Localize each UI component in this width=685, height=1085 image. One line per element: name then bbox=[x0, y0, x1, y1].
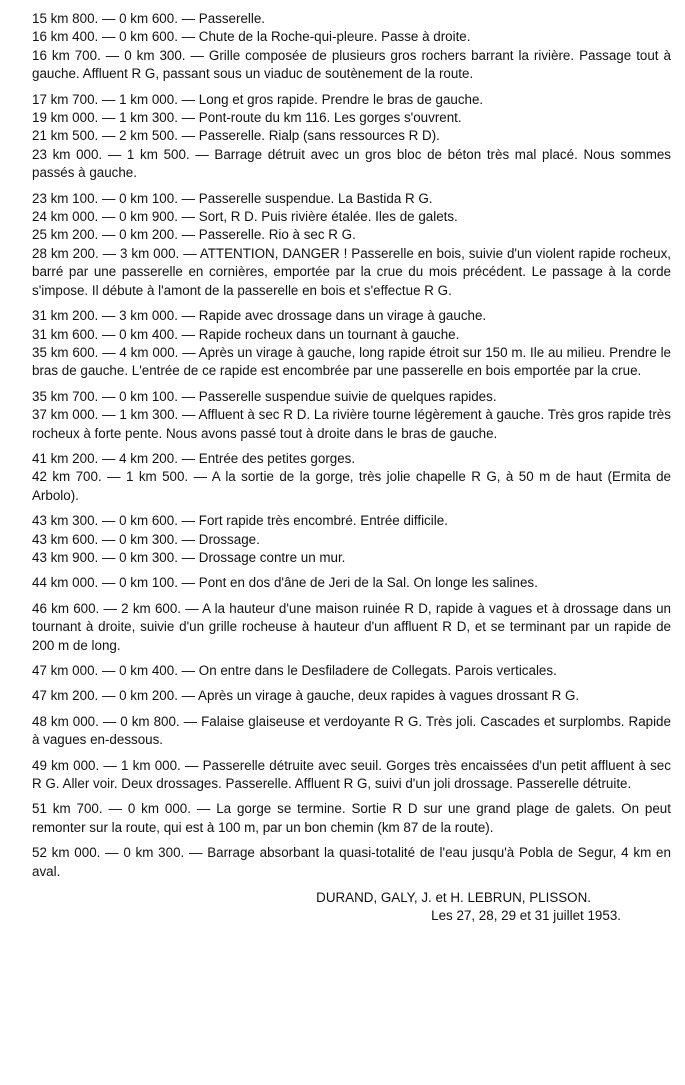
entry-km: 28 km 200. bbox=[32, 245, 99, 261]
entry-distance: 0 km 300. bbox=[123, 845, 185, 861]
entry-distance: 0 km 400. bbox=[119, 663, 178, 678]
entry-distance: 1 km 000. bbox=[119, 91, 178, 107]
itinerary-entry bbox=[32, 687, 671, 705]
itinerary-entry bbox=[32, 208, 671, 226]
entry-text: Falaise glaiseuse et verdoyante R G. Très joli. Cascades et surplombs. Rapide à vagues en-dessous. bbox=[32, 713, 671, 748]
entry-distance: 0 km 600. bbox=[119, 513, 178, 529]
entry-text: Affluent à sec R D. La rivière tourne légèrement à gauche. Très gros rapide très rocheux à forte pente. Nous avons passé tout à droite dans le bras de gauche. bbox=[32, 407, 671, 441]
entry-dash: — bbox=[189, 845, 203, 861]
entry-km: 49 km 000. bbox=[32, 757, 100, 773]
itinerary-entry bbox=[32, 91, 671, 109]
entry-text: Pont-route du km 116. Les gorges s'ouvrent. bbox=[198, 110, 462, 126]
entry-km: 47 km 000. bbox=[32, 663, 99, 678]
entry-distance: 0 km 300. bbox=[119, 549, 178, 565]
entry-dash: — bbox=[193, 469, 207, 485]
entry-km: 35 km 700. bbox=[32, 388, 99, 404]
entry-km: 25 km 200. bbox=[32, 227, 99, 243]
itinerary-entry bbox=[32, 713, 671, 750]
entry-distance: 3 km 000. bbox=[120, 245, 180, 261]
entry-distance: 2 km 500. bbox=[119, 128, 178, 144]
entry-km: 31 km 200. bbox=[32, 308, 99, 324]
entry-distance: 0 km 100. bbox=[119, 388, 178, 404]
entry-dash: — bbox=[181, 450, 196, 466]
entry-dash: — bbox=[181, 531, 196, 547]
entry-distance: 0 km 400. bbox=[119, 326, 178, 342]
entry-km: 31 km 600. bbox=[32, 326, 99, 342]
entry-distance: 1 km 500. bbox=[126, 146, 190, 162]
itinerary-entry bbox=[32, 10, 671, 28]
entry-dash: — bbox=[181, 209, 196, 225]
itinerary-entry bbox=[32, 531, 671, 549]
entry-dash: — bbox=[105, 845, 119, 861]
entry-dash: — bbox=[181, 91, 196, 107]
entry-dash: — bbox=[108, 801, 122, 817]
entry-dash: — bbox=[190, 47, 204, 63]
entry-dash: — bbox=[181, 513, 196, 529]
entry-text: Grille composée de plusieurs gros rochers barrant la rivière. Passage tout à gauche. Affluent R G, passant sous un viaduc de soutènement de la route. bbox=[32, 47, 671, 82]
entry-km: 47 km 200. bbox=[32, 688, 99, 704]
entry-dash: — bbox=[102, 407, 116, 423]
date-line: Les 27, 28, 29 et 31 juillet 1953. bbox=[431, 908, 621, 924]
entry-dash: — bbox=[182, 407, 196, 423]
entry-km: 46 km 600. bbox=[32, 600, 100, 616]
entry-distance: 1 km 500. bbox=[125, 469, 189, 485]
entry-dash: — bbox=[101, 110, 116, 126]
entry-dash: — bbox=[195, 146, 209, 162]
entry-dash: — bbox=[181, 128, 196, 144]
itinerary-entry bbox=[32, 226, 671, 244]
entry-dash: — bbox=[102, 344, 116, 360]
entry-dash: — bbox=[103, 600, 117, 616]
entry-dash: — bbox=[107, 469, 121, 485]
signature-block bbox=[32, 889, 671, 926]
entry-km: 37 km 000. bbox=[32, 407, 99, 423]
entry-dash: — bbox=[181, 388, 196, 404]
itinerary-entry bbox=[32, 127, 671, 145]
itinerary-entry bbox=[32, 757, 671, 794]
entry-dash: — bbox=[101, 688, 116, 704]
entry-dash: — bbox=[101, 128, 116, 144]
entry-km: 16 km 400. bbox=[32, 29, 99, 45]
entry-km: 41 km 200. bbox=[32, 450, 99, 466]
entry-dash: — bbox=[101, 326, 116, 342]
entry-distance: 0 km 800. bbox=[120, 713, 180, 729]
entry-text: ATTENTION, DANGER ! Passerelle en bois, suivie d'un violent rapide rocheux, barré par une passerelle en cornières, emportée par la crue du mois précédent. Le passage à la corde s'impose. Il débute à l'amont de la passerelle en bois et s'effectue R G. bbox=[32, 245, 671, 298]
entry-text: Long et gros rapide. Prendre le bras de gauche. bbox=[198, 91, 484, 107]
entry-dash: — bbox=[101, 531, 116, 547]
entry-km: 52 km 000. bbox=[32, 845, 101, 861]
entry-text: Chute de la Roche-qui-pleure. Passe à droite. bbox=[198, 29, 471, 45]
entry-km: 23 km 000. bbox=[32, 146, 103, 162]
entry-dash: — bbox=[183, 713, 198, 729]
itinerary-entry bbox=[32, 549, 671, 567]
entry-distance: 4 km 000. bbox=[119, 344, 179, 360]
entry-dash: — bbox=[103, 757, 117, 773]
entry-distance: 1 km 000. bbox=[121, 757, 181, 773]
entry-km: 43 km 600. bbox=[32, 531, 99, 547]
entry-dash: — bbox=[181, 11, 196, 26]
entry-distance: 0 km 900. bbox=[119, 209, 178, 225]
entry-dash: — bbox=[101, 575, 116, 591]
itinerary-entry bbox=[32, 326, 671, 344]
entry-dash: — bbox=[181, 326, 196, 342]
itinerary-entry bbox=[32, 388, 671, 406]
entry-text: Passerelle détruite avec seuil. Gorges très encaissées d'un petit affluent à sec R G. Aller voir. Deux drossages. Passerelle. Affluent R G, suivi d'un joli drossage. Passerelle détruite. bbox=[32, 757, 671, 792]
entry-km: 19 km 000. bbox=[32, 110, 99, 126]
entry-distance: 0 km 100. bbox=[119, 190, 178, 206]
entry-km: 24 km 000. bbox=[32, 209, 99, 225]
entry-text: Passerelle suspendue suivie de quelques rapides. bbox=[198, 388, 497, 404]
entry-dash: — bbox=[101, 11, 116, 26]
entry-dash: — bbox=[101, 190, 116, 206]
entry-text: Après un virage à gauche, deux rapides à vagues drossant R G. bbox=[198, 688, 580, 704]
entry-dash: — bbox=[183, 245, 197, 261]
entry-km: 16 km 700. bbox=[32, 47, 101, 63]
entry-text: Rapide avec drossage dans un virage à gauche. bbox=[198, 308, 487, 324]
entry-distance: 0 km 200. bbox=[119, 227, 178, 243]
itinerary-list bbox=[32, 10, 671, 881]
itinerary-entry bbox=[32, 844, 671, 881]
entry-text: Pont en dos d'âne de Jeri de la Sal. On longe les salines. bbox=[198, 575, 538, 591]
entry-distance: 1 km 300. bbox=[119, 110, 178, 126]
entry-dash: — bbox=[101, 450, 116, 466]
entry-dash: — bbox=[181, 227, 196, 243]
entry-dash: — bbox=[107, 146, 122, 162]
entry-dash: — bbox=[101, 29, 116, 45]
entry-text: Passerelle. Rialp (sans ressources R D). bbox=[198, 128, 440, 144]
entry-text: On entre dans le Desfiladere de Collegats. Parois verticales. bbox=[198, 663, 557, 678]
entry-distance: 0 km 300. bbox=[124, 47, 186, 63]
itinerary-entry bbox=[32, 512, 671, 530]
itinerary-entry bbox=[32, 450, 671, 468]
entry-text: Fort rapide très encombré. Entrée difficile. bbox=[198, 513, 448, 529]
entry-dash: — bbox=[101, 549, 116, 565]
entry-text: Barrage détruit avec un gros bloc de béton très mal placé. Nous sommes passés à gauche. bbox=[32, 146, 671, 181]
entry-dash: — bbox=[196, 801, 211, 817]
itinerary-entry bbox=[32, 245, 671, 300]
itinerary-entry bbox=[32, 344, 671, 381]
entry-dash: — bbox=[105, 47, 120, 63]
entry-distance: 0 km 100. bbox=[119, 575, 178, 591]
entry-km: 42 km 700. bbox=[32, 469, 102, 485]
entry-dash: — bbox=[181, 190, 196, 206]
entry-km: 43 km 300. bbox=[32, 513, 99, 529]
entry-km: 17 km 700. bbox=[32, 91, 99, 107]
entry-dash: — bbox=[101, 209, 116, 225]
entry-text: Rapide rocheux dans un tournant à gauche. bbox=[198, 326, 460, 342]
entry-text: Après un virage à gauche, long rapide étroit sur 150 m. Ile au milieu. Prendre le bras de gauche. L'entrée de ce rapide est encombrée par une passerelle en bois emportée par la crue. bbox=[32, 344, 671, 379]
entry-dash: — bbox=[101, 388, 116, 404]
entry-dash: — bbox=[181, 663, 196, 678]
entry-dash: — bbox=[184, 757, 199, 773]
entry-text: Entrée des petites gorges. bbox=[198, 450, 356, 466]
entry-dash: — bbox=[181, 110, 196, 126]
entry-dash: — bbox=[102, 245, 117, 261]
entry-dash: — bbox=[181, 575, 196, 591]
entry-dash: — bbox=[181, 688, 196, 704]
itinerary-entry bbox=[32, 146, 671, 183]
entry-dash: — bbox=[101, 513, 116, 529]
itinerary-entry bbox=[32, 468, 671, 505]
entry-km: 23 km 100. bbox=[32, 190, 99, 206]
itinerary-entry bbox=[32, 307, 671, 325]
entry-text: Drossage. bbox=[198, 531, 260, 547]
entry-distance: 2 km 600. bbox=[121, 600, 182, 616]
entry-km: 15 km 800. bbox=[32, 11, 99, 26]
entry-dash: — bbox=[181, 308, 196, 324]
entry-dash: — bbox=[181, 549, 196, 565]
entry-km: 35 km 600. bbox=[32, 344, 99, 360]
entry-distance: 0 km 300. bbox=[119, 531, 178, 547]
entry-text: La gorge se termine. Sortie R D sur une grand plage de galets. On peut remonter sur la route, qui est à 100 m, par un bon chemin (km 87 de la route). bbox=[32, 801, 671, 835]
itinerary-entry bbox=[32, 600, 671, 655]
itinerary-entry bbox=[32, 190, 671, 208]
entry-text: Passerelle. bbox=[198, 11, 266, 26]
entry-text: Drossage contre un mur. bbox=[198, 549, 346, 565]
entry-dash: — bbox=[101, 227, 116, 243]
authors-line: DURAND, GALY, J. et H. LEBRUN, PLISSON. bbox=[316, 890, 591, 906]
entry-dash: — bbox=[181, 29, 196, 45]
entry-distance: 0 km 000. bbox=[127, 801, 191, 817]
entry-text: Passerelle. Rio à sec R G. bbox=[198, 227, 356, 243]
entry-distance: 0 km 600. bbox=[119, 29, 178, 45]
entry-km: 21 km 500. bbox=[32, 128, 99, 144]
entry-distance: 0 km 200. bbox=[119, 688, 178, 704]
entry-dash: — bbox=[102, 713, 117, 729]
entry-text: Sort, R D. Puis rivière étalée. Iles de galets. bbox=[198, 209, 458, 225]
entry-distance: 0 km 600. bbox=[119, 11, 178, 26]
itinerary-entry bbox=[32, 406, 671, 443]
entry-text: Passerelle suspendue. La Bastida R G. bbox=[198, 190, 433, 206]
entry-dash: — bbox=[185, 600, 199, 616]
itinerary-entry bbox=[32, 574, 671, 592]
itinerary-entry bbox=[32, 28, 671, 46]
entry-text: Barrage absorbant la quasi-totalité de l'eau jusqu'à Pobla de Segur, 4 km en aval. bbox=[32, 845, 671, 879]
entry-km: 48 km 000. bbox=[32, 713, 99, 729]
entry-text: A la sortie de la gorge, très jolie chapelle R G, à 50 m de haut (Ermita de Arbolo). bbox=[32, 469, 671, 503]
entry-dash: — bbox=[101, 91, 116, 107]
entry-km: 43 km 900. bbox=[32, 549, 99, 565]
itinerary-entry bbox=[32, 109, 671, 127]
itinerary-entry bbox=[32, 662, 671, 680]
entry-distance: 3 km 000. bbox=[119, 308, 178, 324]
entry-dash: — bbox=[182, 344, 196, 360]
entry-text: A la hauteur d'une maison ruinée R D, rapide à vagues et à drossage dans un tournant à droite, suivie d'un grille rocheuse à hauteur d'un affluent R D, et se terminant par un rapide de 200 m de long. bbox=[32, 600, 671, 653]
entry-distance: 1 km 300. bbox=[119, 407, 179, 423]
entry-dash: — bbox=[101, 308, 116, 324]
itinerary-entry bbox=[32, 47, 671, 84]
itinerary-entry bbox=[32, 800, 671, 837]
entry-km: 51 km 700. bbox=[32, 801, 103, 817]
entry-km: 44 km 000. bbox=[32, 575, 99, 591]
entry-distance: 4 km 200. bbox=[119, 450, 178, 466]
entry-dash: — bbox=[101, 663, 116, 678]
